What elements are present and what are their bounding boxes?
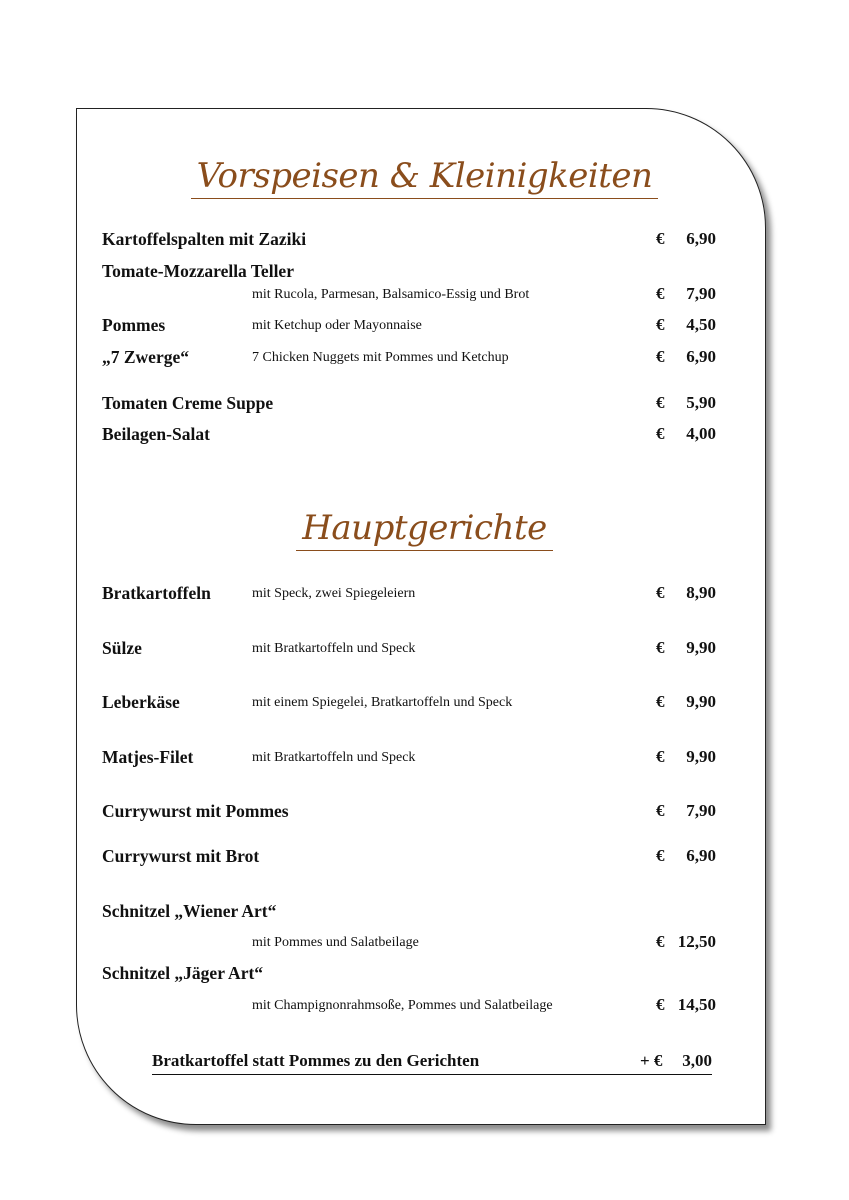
item-name: Schnitzel „Jäger Art“ (102, 963, 264, 983)
menu-item (0, 692, 849, 718)
item-price: 12,50 (677, 932, 716, 951)
menu-item (0, 932, 849, 958)
item-currency: € (656, 638, 665, 657)
item-price: 9,90 (686, 692, 716, 711)
menu-item (0, 229, 849, 255)
item-currency: € (656, 393, 665, 412)
section-heading-starters: Vorspeisen & Kleinigkeiten (0, 156, 849, 199)
item-description: mit Rucola, Parmesan, Balsamico-Essig und Brot (252, 287, 530, 302)
item-currency: € (656, 284, 665, 303)
item-currency: € (656, 747, 665, 766)
item-price: 5,90 (686, 393, 716, 412)
item-description: mit Speck, zwei Spiegeleiern (252, 586, 416, 601)
menu-item (0, 424, 849, 450)
menu-item (0, 846, 849, 872)
item-description: mit Pommes und Salatbeilage (252, 935, 419, 950)
item-name: Kartoffelspalten mit Zaziki (102, 229, 307, 249)
item-currency: € (656, 347, 665, 366)
item-price: 7,90 (686, 801, 716, 820)
item-description: mit Ketchup oder Mayonnaise (252, 318, 422, 333)
item-name: Tomaten Creme Suppe (102, 393, 274, 413)
item-price: 6,90 (686, 229, 716, 248)
item-name: „7 Zwerge“ (102, 347, 189, 367)
footer-note (152, 1050, 712, 1075)
footer-currency: + € (640, 1051, 663, 1070)
item-name: Schnitzel „Wiener Art“ (102, 901, 277, 921)
item-currency: € (656, 583, 665, 602)
item-price: 6,90 (686, 846, 716, 865)
menu-item (0, 393, 849, 419)
item-currency: € (656, 692, 665, 711)
footer-price: 3,00 (682, 1051, 712, 1070)
menu-item (0, 583, 849, 609)
item-name: Matjes-Filet (102, 747, 194, 767)
item-name: Pommes (102, 315, 166, 335)
menu-item (0, 347, 849, 373)
item-name: Bratkartoffeln (102, 583, 211, 603)
menu-item (0, 963, 849, 989)
menu-item (0, 801, 849, 827)
item-currency: € (656, 801, 665, 820)
menu-item (0, 284, 849, 310)
item-name: Sülze (102, 638, 142, 658)
item-description: mit einem Spiegelei, Bratkartoffeln und Speck (252, 695, 513, 710)
menu-item (0, 995, 849, 1021)
menu-item (0, 901, 849, 927)
item-currency: € (656, 846, 665, 865)
section-heading-mains: Hauptgerichte (0, 508, 849, 551)
item-description: mit Bratkartoffeln und Speck (252, 641, 416, 656)
item-price: 9,90 (686, 747, 716, 766)
item-description: 7 Chicken Nuggets mit Pommes und Ketchup (252, 350, 509, 365)
menu-item (0, 315, 849, 341)
item-price: 7,90 (686, 284, 716, 303)
item-price: 6,90 (686, 347, 716, 366)
item-description: mit Champignonrahmsoße, Pommes und Salatbeilage (252, 998, 553, 1013)
footer-text: Bratkartoffel statt Pommes zu den Gerichten (152, 1051, 480, 1070)
item-currency: € (656, 229, 665, 248)
item-price: 4,00 (686, 424, 716, 443)
item-currency: € (656, 424, 665, 443)
item-currency: € (656, 932, 665, 951)
menu-item (0, 638, 849, 664)
item-description: mit Bratkartoffeln und Speck (252, 750, 416, 765)
item-price: 8,90 (686, 583, 716, 602)
item-name: Currywurst mit Brot (102, 846, 260, 866)
item-currency: € (656, 315, 665, 334)
menu-item (0, 747, 849, 773)
item-name: Leberkäse (102, 692, 180, 712)
item-price: 14,50 (677, 995, 716, 1014)
item-currency: € (656, 995, 665, 1014)
item-name: Tomate-Mozzarella Teller (102, 261, 294, 281)
item-name: Beilagen-Salat (102, 424, 210, 444)
item-name: Currywurst mit Pommes (102, 801, 289, 821)
item-price: 9,90 (686, 638, 716, 657)
item-price: 4,50 (686, 315, 716, 334)
